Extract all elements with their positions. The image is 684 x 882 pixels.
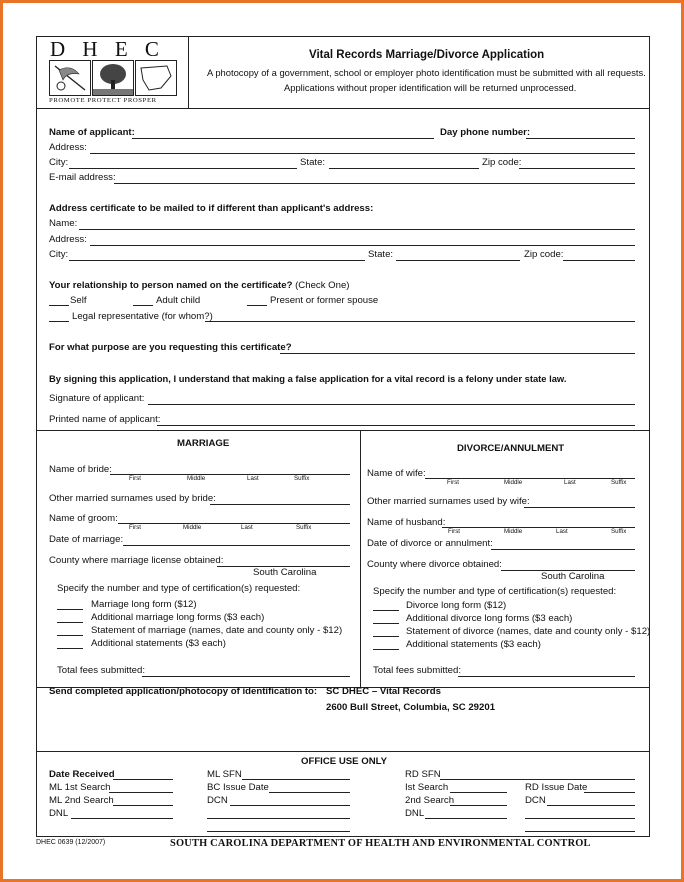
husband-suffix-caption: Suffix — [611, 528, 627, 535]
application-form — [36, 36, 650, 837]
office-ml-sfn: ML SFN — [207, 769, 242, 780]
applicant-state-field[interactable] — [329, 168, 479, 169]
marriage-date-label: Date of marriage: — [49, 534, 124, 545]
mailing-zip-field[interactable] — [563, 260, 635, 261]
marriage-option-3-blank[interactable] — [57, 635, 83, 636]
department-name: SOUTH CAROLINA DEPARTMENT OF HEALTH AND ENVIRONMENTAL CONTROL — [170, 838, 591, 849]
divorce-date-label: Date of divorce or annulment: — [367, 538, 493, 549]
email-label: E-mail address: — [49, 172, 116, 183]
applicant-state-label: State: — [300, 157, 326, 168]
form-subtitle-2: Applications without proper identification will be returned unprocessed. — [284, 82, 577, 93]
adult-child-label: Adult child — [156, 295, 201, 306]
mailing-address-label: Address: — [49, 234, 87, 245]
legal-rep-field[interactable] — [205, 321, 635, 322]
marriage-total-field[interactable] — [142, 676, 350, 677]
husband-middle-caption: Middle — [504, 528, 523, 535]
send-org: SC DHEC – Vital Records — [326, 686, 441, 697]
marriage-heading: MARRIAGE — [177, 438, 230, 449]
send-label: Send completed application/photocopy of identification to: — [49, 686, 318, 697]
form-subtitle-1: A photocopy of a government, school or employer photo identification must be submitted with all requests. — [207, 67, 646, 78]
signature-field[interactable] — [148, 404, 635, 405]
section-divider — [37, 430, 649, 431]
mailing-name-label: Name: — [49, 218, 78, 229]
adult-child-checkbox[interactable] — [133, 305, 153, 306]
applicant-name-label: Name of applicant: — [49, 127, 135, 138]
form-title: Vital Records Marriage/Divorce Application — [309, 49, 545, 61]
office-dcn-1-field[interactable] — [230, 805, 350, 806]
applicant-city-field[interactable] — [69, 168, 297, 169]
husband-first-caption: First — [448, 528, 461, 535]
office-2nd-search: 2nd Search — [405, 795, 455, 806]
office-ml-1st-search: ML 1st Search — [49, 782, 111, 793]
office-rd-issue-field[interactable] — [584, 792, 635, 793]
form-header — [37, 37, 649, 109]
office-blank-3[interactable] — [525, 818, 635, 819]
divorce-option-2: Additional divorce long forms ($3 each) — [406, 613, 573, 624]
marriage-option-3: Statement of marriage (names, date and county only - $12) — [91, 625, 343, 636]
office-ml-2nd-field[interactable] — [113, 805, 173, 806]
groom-name-field[interactable] — [118, 523, 350, 524]
office-rd-sfn-field[interactable] — [440, 779, 635, 780]
mailing-name-field[interactable] — [79, 229, 635, 230]
marriage-option-1: Marriage long form ($12) — [91, 599, 197, 610]
office-2nd-search-field[interactable] — [450, 805, 507, 806]
groom-middle-caption: Middle — [183, 524, 202, 531]
marriage-date-field[interactable] — [123, 545, 350, 546]
office-divider — [37, 751, 649, 752]
applicant-zip-field[interactable] — [519, 168, 635, 169]
mailing-zip-label: Zip code: — [524, 249, 564, 260]
wife-suffix-caption: Suffix — [611, 479, 627, 486]
applicant-name-field[interactable] — [132, 138, 434, 139]
husband-last-caption: Last — [556, 528, 568, 535]
divorce-specify-label: Specify the number and type of certification(s) requested: — [373, 586, 617, 597]
signature-label: Signature of applicant: — [49, 393, 145, 404]
bride-surnames-field[interactable] — [210, 504, 350, 505]
bride-last-caption: Last — [247, 475, 259, 482]
check-one-text: (Check One) — [295, 280, 350, 291]
form-number: DHEC 0639 (12/2007) — [36, 839, 106, 846]
wife-label: Name of wife: — [367, 468, 426, 479]
husband-name-field[interactable] — [442, 527, 635, 528]
send-address: 2600 Bull Street, Columbia, SC 29201 — [326, 702, 496, 713]
office-dcn-1: DCN — [207, 795, 228, 806]
phone-label: Day phone number: — [440, 127, 531, 138]
self-label: Self — [70, 295, 87, 306]
marriage-option-1-blank[interactable] — [57, 609, 83, 610]
office-rd-sfn: RD SFN — [405, 769, 441, 780]
divorce-option-1-blank[interactable] — [373, 610, 399, 611]
marriage-option-2: Additional marriage long forms ($3 each) — [91, 612, 265, 623]
mailing-address-field[interactable] — [90, 245, 635, 246]
purpose-label: For what purpose are you requesting this certificate? — [49, 342, 292, 353]
wife-middle-caption: Middle — [504, 479, 523, 486]
bride-suffix-caption: Suffix — [294, 475, 310, 482]
office-date-received: Date Received — [49, 769, 115, 780]
logo-tagline: PROMOTE PROTECT PROSPER — [49, 97, 157, 104]
felony-statement: By signing this application, I understand that making a false application for a vital record is a felony under state law. — [49, 373, 567, 384]
office-heading: OFFICE USE ONLY — [301, 756, 388, 767]
bride-surnames-label: Other married surnames used by bride: — [49, 493, 216, 504]
groom-first-caption: First — [129, 524, 142, 531]
divorce-date-field[interactable] — [491, 549, 635, 550]
wife-surnames-field[interactable] — [524, 507, 635, 508]
mailing-heading: Address certificate to be mailed to if different than applicant's address: — [49, 203, 374, 214]
marriage-option-2-blank[interactable] — [57, 622, 83, 623]
wife-first-caption: First — [447, 479, 460, 486]
bride-middle-caption: Middle — [187, 475, 206, 482]
office-blank-2[interactable] — [207, 831, 350, 832]
groom-suffix-caption: Suffix — [296, 524, 312, 531]
dhec-logo — [37, 37, 189, 108]
office-ml-1st-field[interactable] — [109, 792, 173, 793]
office-dnl-1-field[interactable] — [71, 818, 173, 819]
relationship-question-text: Your relationship to person named on the certificate? — [49, 280, 293, 291]
office-date-received-field[interactable] — [113, 779, 173, 780]
office-rd-issue-date: RD Issue Date — [525, 782, 588, 793]
divorce-option-4-blank[interactable] — [373, 649, 399, 650]
phone-field[interactable] — [526, 138, 635, 139]
marriage-option-4-blank[interactable] — [57, 648, 83, 649]
legal-rep-label: Legal representative (for whom?) — [72, 311, 213, 322]
marriage-county-label: County where marriage license obtained: — [49, 555, 224, 566]
wife-surnames-label: Other married surnames used by wife: — [367, 496, 530, 507]
office-blank-4[interactable] — [525, 831, 635, 832]
applicant-zip-label: Zip code: — [482, 157, 522, 168]
printed-name-field[interactable] — [157, 425, 635, 426]
groom-last-caption: Last — [241, 524, 253, 531]
wife-last-caption: Last — [564, 479, 576, 486]
divorce-option-3-blank[interactable] — [373, 636, 399, 637]
marriage-specify-label: Specify the number and type of certification(s) requested: — [57, 583, 301, 594]
marriage-state-note: South Carolina — [253, 567, 317, 578]
divorce-state-note: South Carolina — [541, 571, 605, 582]
office-ml-2nd-search: ML 2nd Search — [49, 795, 114, 806]
divorce-option-2-blank[interactable] — [373, 623, 399, 624]
groom-label: Name of groom: — [49, 513, 118, 524]
purpose-field[interactable] — [280, 353, 635, 354]
office-dcn-2: DCN — [525, 795, 546, 806]
logo-emblem-icon — [49, 60, 177, 96]
legal-rep-checkbox[interactable] — [49, 321, 69, 322]
mailing-city-field[interactable] — [69, 260, 365, 261]
divorce-total-field[interactable] — [458, 676, 635, 677]
printed-name-label: Printed name of applicant: — [49, 414, 161, 425]
applicant-address-field[interactable] — [90, 153, 635, 154]
mailing-state-label: State: — [368, 249, 394, 260]
bride-first-caption: First — [129, 475, 142, 482]
spouse-label: Present or former spouse — [270, 295, 379, 306]
office-dcn-2-field[interactable] — [547, 805, 635, 806]
office-blank-1[interactable] — [207, 818, 350, 819]
husband-label: Name of husband: — [367, 517, 446, 528]
applicant-city-label: City: — [49, 157, 69, 168]
relationship-question — [49, 281, 350, 291]
office-ist-search: Ist Search — [405, 782, 449, 793]
divorce-total-label: Total fees submitted: — [373, 665, 461, 676]
office-dnl-2: DNL — [405, 808, 425, 819]
mailing-city-label: City: — [49, 249, 69, 260]
mailing-state-field[interactable] — [396, 260, 520, 261]
office-bc-issue-field[interactable] — [269, 792, 350, 793]
bride-label: Name of bride: — [49, 464, 112, 475]
divorce-option-1: Divorce long form ($12) — [406, 600, 507, 611]
applicant-address-label: Address: — [49, 142, 87, 153]
divorce-option-4: Additional statements ($3 each) — [406, 639, 541, 650]
column-divider — [360, 430, 361, 687]
bride-name-field[interactable] — [110, 474, 350, 475]
marriage-option-4: Additional statements ($3 each) — [91, 638, 226, 649]
email-field[interactable] — [114, 183, 635, 184]
marriage-total-label: Total fees submitted: — [57, 665, 145, 676]
office-ml-sfn-field[interactable] — [242, 779, 350, 780]
office-bc-issue-date: BC Issue Date — [207, 782, 269, 793]
office-ist-search-field[interactable] — [450, 792, 507, 793]
spouse-checkbox[interactable] — [247, 305, 267, 306]
logo-text: D H E C — [50, 37, 165, 61]
office-dnl-2-field[interactable] — [425, 818, 507, 819]
office-dnl-1: DNL — [49, 808, 69, 819]
divorce-option-3: Statement of divorce (names, date and county only - $12) — [406, 626, 651, 637]
self-checkbox[interactable] — [49, 305, 69, 306]
divorce-county-label: County where divorce obtained: — [367, 559, 502, 570]
divorce-heading: DIVORCE/ANNULMENT — [457, 443, 565, 454]
